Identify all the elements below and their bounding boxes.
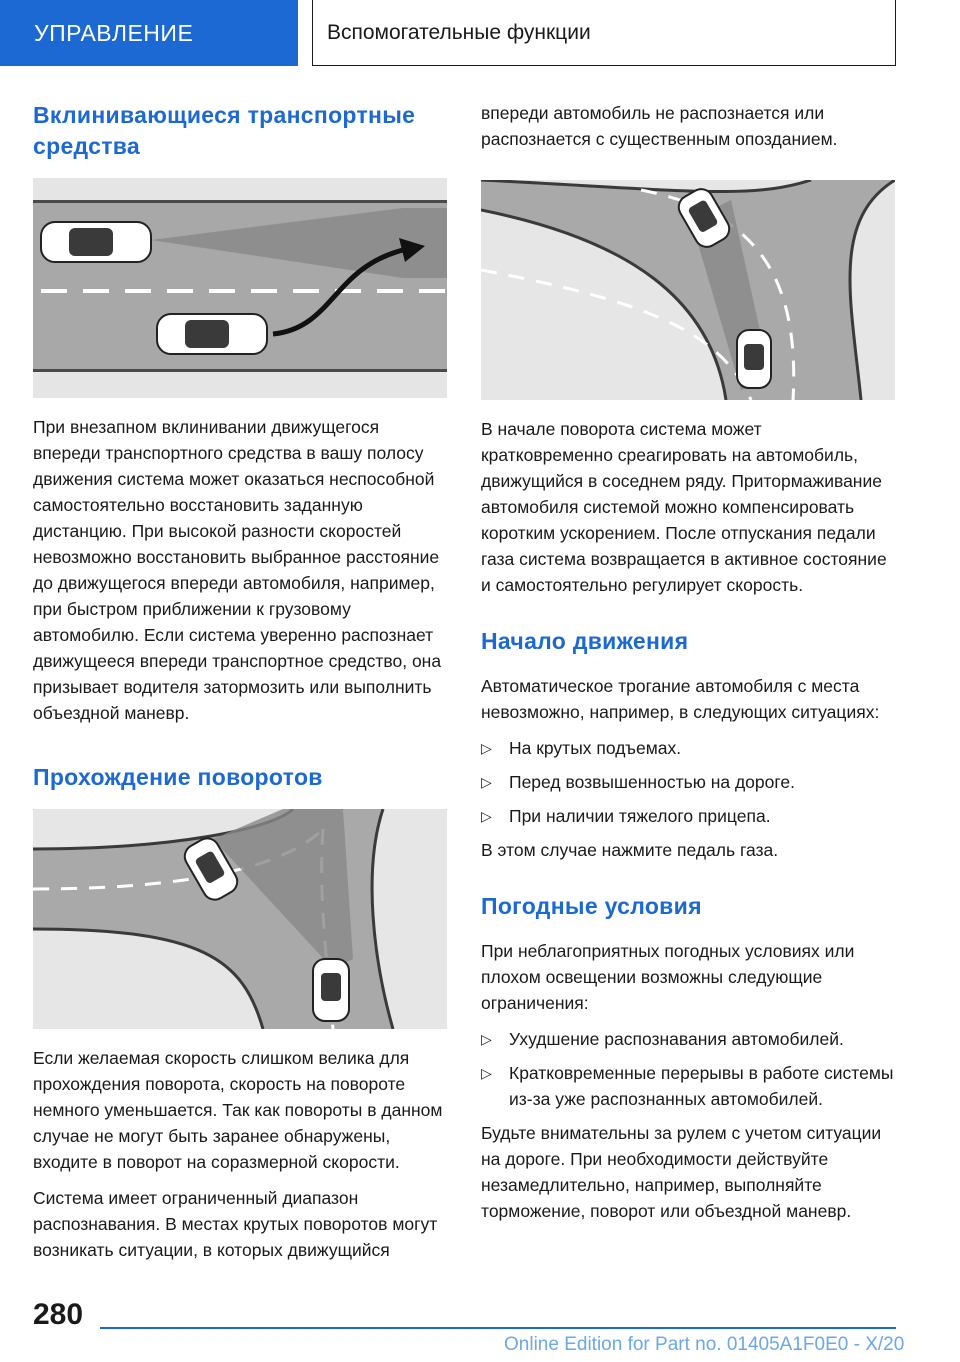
heading-curves: Прохождение поворотов (33, 764, 323, 790)
list-item: ▷ При наличии тяжелого прицепа. (481, 803, 895, 829)
list-item: ▷ Перед возвышенностью на дороге. (481, 769, 895, 795)
paragraph-adjacent: В начале поворота система может кратковременно среагировать на автомобиль, движущийся в соседнем ряду. Притормаживание автомобиля системой можно компенсировать коротким ускорением. После отпускания педали газа система возвращается в активное состояние и самостоятельно регулирует скорость. (481, 419, 887, 595)
left-column (33, 100, 447, 1263)
paragraph-weather: При неблагоприятных погодных условиях или плохом освещении возможны следующие ограничения: (481, 941, 855, 1013)
footer-divider (100, 1327, 896, 1329)
list-item: ▷ Кратковременные перерывы в работе системы из-за уже распознанных автомобилей. (481, 1060, 895, 1112)
paragraph-gas: В этом случае нажмите педаль газа. (481, 840, 779, 860)
section-title: Вспомогательные функции (312, 0, 896, 66)
heading-start: Начало движения (481, 628, 689, 654)
triangle-bullet-icon: ▷ (481, 774, 492, 790)
list-item: ▷ На крутых подъемах. (481, 735, 895, 761)
adjacent-lane-figure (481, 180, 895, 400)
heading-cutting-in: Вклинивающиеся транспортные средства (33, 102, 416, 159)
triangle-bullet-icon: ▷ (481, 740, 492, 756)
car-own (313, 959, 349, 1021)
triangle-bullet-icon: ▷ (481, 1065, 492, 1081)
paragraph-attention: Будьте внимательны за рулем с учетом ситуации на дороге. При необходимости действуйте незамедлительно, например, выполняйте торможение, поворот или объездной маневр. (481, 1123, 882, 1221)
paragraph-start: Автоматическое трогание автомобиля с места невозможно, например, в следующих ситуациях: (481, 676, 880, 722)
paragraph-continued: впереди автомобиль не распознается или распознается с существенным опозданием. (481, 103, 838, 149)
car-front (41, 222, 151, 262)
cutting-in-figure (33, 178, 447, 398)
car-cutting (157, 314, 267, 354)
heading-weather: Погодные условия (481, 893, 702, 919)
curve-figure (33, 809, 447, 1029)
paragraph-curves: Если желаемая скорость слишком велика для прохождения поворота, скорость на повороте немного уменьшается. Так как повороты в данном случае не могут быть заранее обнаружены, входите в поворот на соразмерной скорости. (33, 1048, 443, 1172)
paragraph-range: Система имеет ограниченный диапазон распознавания. В местах крутых поворотов могут возникать ситуации, в которых движущийся (33, 1188, 438, 1260)
list-item: ▷ Ухудшение распознавания автомобилей. (481, 1026, 895, 1052)
page-number: 280 (33, 1298, 84, 1331)
car-own-right (737, 330, 771, 388)
chapter-tab: УПРАВЛЕНИЕ (0, 0, 298, 66)
triangle-bullet-icon: ▷ (481, 808, 492, 824)
right-column (481, 100, 895, 1224)
weather-list (481, 1026, 895, 1112)
start-list (481, 735, 895, 829)
paragraph-cutting-in: При внезапном вклинивании движущегося впереди транспортного средства в вашу полосу движения система может оказаться неспособной самостоятельно восстановить заданную дистанцию. При высокой разности скоростей невозможно восстановить выбранное расстояние до движущегося впереди автомобиля, например, при быстром приближении к грузовому автомобилю. Если система уверенно распознает движущееся впереди транспортное средство, она призывает водителя затормозить или выполнить объездной маневр. (33, 417, 442, 723)
footer-edition[interactable]: Online Edition for Part no. 01405A1F0E0 - X/20 (504, 1334, 905, 1355)
triangle-bullet-icon: ▷ (481, 1031, 492, 1047)
